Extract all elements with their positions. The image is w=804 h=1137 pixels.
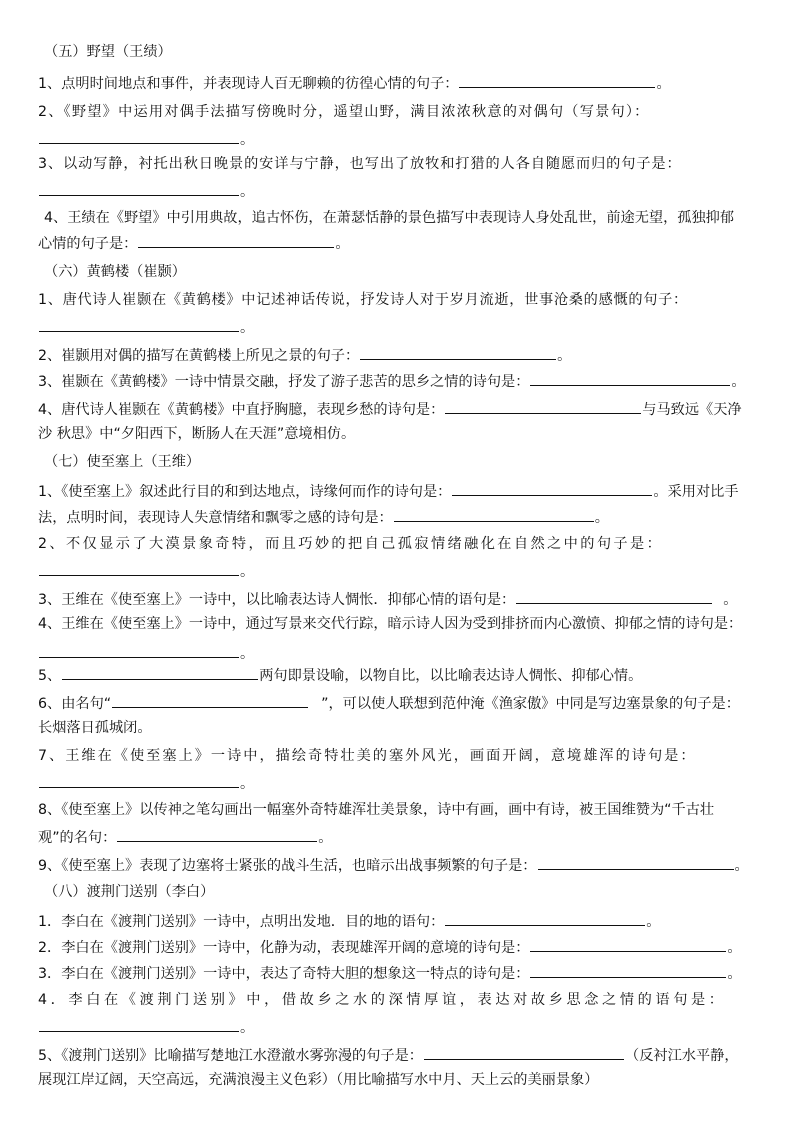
answer-blank[interactable] — [39, 642, 239, 658]
question-tail: 。 — [594, 510, 609, 526]
question-tail: 。 — [557, 348, 572, 364]
question-text: 2、不仅显示了大漠景象奇特，而且巧妙的把自己孤寂情绪融化在自然之中的句子是： — [38, 536, 664, 552]
question-text-cont: 展现江岸辽阔，天空高远，充满浪漫主义色彩）（用比喻描写水中月、天上云的美丽景象） — [38, 1072, 599, 1088]
question-tail: 。 — [335, 236, 350, 252]
question-text: 8、《使至塞上》以传神之笔勾画出一幅塞外奇特雄浑壮美景象，诗中有画，画中有诗，被王国维赞为“千古壮 — [38, 802, 715, 818]
question-5-2-answer — [38, 128, 768, 150]
question-tail: 。 — [656, 76, 671, 92]
question-7-1 — [38, 480, 768, 502]
question-text: 2．李白在《渡荆门送别》一诗中，化静为动，表现雄浑开阔的意境的诗句是： — [38, 940, 530, 956]
question-5-1 — [38, 72, 768, 94]
answer-blank[interactable] — [538, 854, 734, 870]
question-7-7 — [38, 746, 768, 766]
question-text: 9、《使至塞上》表现了边塞将士紧张的战斗生活，也暗示出战事频繁的句子是： — [38, 858, 537, 874]
question-tail: 。 — [727, 966, 742, 982]
question-text: 4．李白在《渡荆门送别》中，借故乡之水的深情厚谊，表达对故乡思念之情的语句是： — [38, 992, 727, 1008]
question-text: 4、唐代诗人崔颢在《黄鹤楼》中直抒胸臆，表现乡愁的诗句是： — [38, 402, 445, 418]
answer-blank[interactable] — [452, 480, 652, 496]
question-text: 1、《使至塞上》叙述此行目的和到达地点，诗缘何而作的诗句是： — [38, 484, 452, 500]
question-5-4-cont — [38, 232, 768, 254]
question-7-3 — [38, 588, 768, 610]
question-tail: 。 — [731, 374, 746, 390]
question-8-4-answer — [38, 1016, 768, 1038]
question-text: 5、 — [38, 668, 62, 684]
question-text: 3、王维在《使至塞上》一诗中，以比喻表达诗人惆怅．抑郁心情的语句是： — [38, 592, 516, 608]
question-text: 4、王绩在《野望》中引用典故，追古怀伤，在萧瑟恬静的景色描写中表现诗人身处乱世，前途无望，孤独抑郁 — [44, 210, 735, 226]
question-text-mid: 。采用对比手 — [653, 484, 739, 500]
section-heading-7: （七）使至塞上（王维） — [44, 454, 201, 470]
question-tail: 。 — [734, 858, 749, 874]
question-6-4 — [38, 398, 768, 420]
section-heading-8: （八）渡荆门送别（李白） — [44, 884, 215, 900]
question-8-3 — [38, 962, 768, 984]
question-tail: 。 — [646, 914, 661, 930]
question-6-4-cont — [38, 424, 768, 444]
question-tail: 。 — [240, 1020, 255, 1036]
question-tail: 。 — [240, 184, 255, 200]
question-tail: 。 — [240, 132, 255, 148]
answer-blank[interactable] — [530, 370, 730, 386]
question-text-mid: 与马致远《天净 — [642, 402, 742, 418]
question-text: 4、王维在《使至塞上》一诗中，通过写景来交代行踪，暗示诗人因为受到排挤而内心激愤、抑郁之情的诗句是： — [38, 616, 743, 632]
answer-blank[interactable] — [39, 316, 239, 332]
question-text-mid: 两句即景设喻，以物自比，以比喻表达诗人惆怅、抑郁心情。 — [259, 668, 643, 684]
question-text: 2、崔颢用对偶的描写在黄鹤楼上所见之景的句子： — [38, 348, 360, 364]
question-text-cont: 法，点明时间，表现诗人失意情绪和飘零之感的诗句是： — [38, 510, 393, 526]
question-5-3 — [38, 154, 768, 174]
question-text: 2、《野望》中运用对偶手法描写傍晚时分，遥望山野，满目浓浓秋意的对偶句（写景句）： — [38, 104, 650, 120]
question-5-4 — [44, 208, 768, 228]
answer-blank[interactable] — [39, 1016, 239, 1032]
question-6-1 — [38, 290, 768, 310]
question-text: 1、点明时间地点和事件，并表现诗人百无聊赖的彷徨心情的句子： — [38, 76, 459, 92]
answer-blank[interactable] — [445, 398, 641, 414]
question-7-8 — [38, 800, 768, 820]
question-tail: 。 — [240, 564, 255, 580]
answer-blank[interactable] — [459, 72, 655, 88]
question-7-6-cont — [38, 718, 768, 738]
question-text-cont: 观”的名句： — [38, 830, 117, 846]
question-text: 3．李白在《渡荆门送别》一诗中，表达了奇特大胆的想象这一特点的诗句是： — [38, 966, 530, 982]
question-8-2 — [38, 936, 768, 958]
answer-blank[interactable] — [530, 936, 726, 952]
answer-blank[interactable] — [117, 826, 317, 842]
question-6-3 — [38, 370, 768, 392]
question-7-4-answer — [38, 642, 768, 664]
question-7-2 — [38, 534, 768, 554]
question-7-4 — [38, 614, 768, 634]
question-7-2-answer — [38, 560, 768, 582]
question-text: 6、由名句“ — [38, 696, 112, 712]
question-text: 1、唐代诗人崔颢在《黄鹤楼》中记述神话传说，抒发诗人对于岁月流逝，世事沧桑的感慨的句子： — [38, 292, 688, 308]
question-5-2 — [38, 102, 768, 122]
question-text: 1．李白在《渡荆门送别》一诗中，点明出发地．目的地的语句： — [38, 914, 445, 930]
question-8-1 — [38, 910, 768, 932]
answer-blank[interactable] — [138, 232, 334, 248]
question-5-3-answer — [38, 180, 768, 202]
answer-blank[interactable] — [39, 128, 239, 144]
section-heading-6: （六）黄鹤楼（崔颢） — [44, 264, 186, 280]
answer-blank[interactable] — [424, 1044, 624, 1060]
answer-blank[interactable] — [360, 344, 556, 360]
question-text-cont: 心情的句子是： — [38, 236, 138, 252]
question-8-5 — [38, 1044, 768, 1066]
answer-blank[interactable] — [530, 962, 726, 978]
answer-blank[interactable] — [516, 588, 712, 604]
question-6-1-answer — [38, 316, 768, 338]
question-tail: 。 — [723, 592, 738, 608]
question-text: 3、崔颢在《黄鹤楼》一诗中情景交融，抒发了游子悲苦的思乡之情的诗句是： — [38, 374, 530, 390]
question-text: 7、王维在《使至塞上》一诗中，描绘奇特壮美的塞外风光，画面开阔，意境雄浑的诗句是： — [38, 748, 697, 764]
question-text-mid: ”，可以使人联想到范仲淹《渔家傲》中同是写边塞景象的句子是： — [321, 696, 740, 712]
question-tail: 。 — [318, 830, 333, 846]
question-tail: 。 — [240, 776, 255, 792]
question-8-4 — [38, 990, 768, 1010]
answer-blank[interactable] — [39, 180, 239, 196]
question-7-1-cont — [38, 506, 768, 528]
question-text-mid: （反衬江水平静， — [625, 1048, 739, 1064]
question-text: 3、以动写静，衬托出秋日晚景的安详与宁静，也写出了放牧和打猎的人各自随愿而归的句子是： — [38, 156, 682, 172]
question-8-5-cont — [38, 1070, 768, 1090]
answer-blank[interactable] — [62, 664, 258, 680]
answer-blank[interactable] — [39, 560, 239, 576]
question-text: 5、《渡荆门送别》比喻描写楚地江水澄澈水雾弥漫的句子是： — [38, 1048, 423, 1064]
question-tail: 。 — [240, 646, 255, 662]
section-heading-5: （五）野望（王绩） — [44, 44, 172, 60]
question-6-2 — [38, 344, 768, 366]
question-7-9 — [38, 854, 768, 876]
answer-blank[interactable] — [112, 692, 308, 708]
question-tail: 。 — [727, 940, 742, 956]
question-7-8-cont — [38, 826, 768, 848]
question-7-5 — [38, 664, 768, 686]
question-tail: 。 — [240, 320, 255, 336]
answer-blank[interactable] — [39, 772, 239, 788]
question-text-cont: 沙 秋思》中“夕阳西下，断肠人在天涯”意境相仿。 — [38, 426, 356, 442]
question-7-6 — [38, 692, 768, 714]
question-7-7-answer — [38, 772, 768, 794]
question-text-cont: 长烟落日孤城闭。 — [38, 720, 152, 736]
answer-blank[interactable] — [445, 910, 645, 926]
answer-blank[interactable] — [394, 506, 594, 522]
